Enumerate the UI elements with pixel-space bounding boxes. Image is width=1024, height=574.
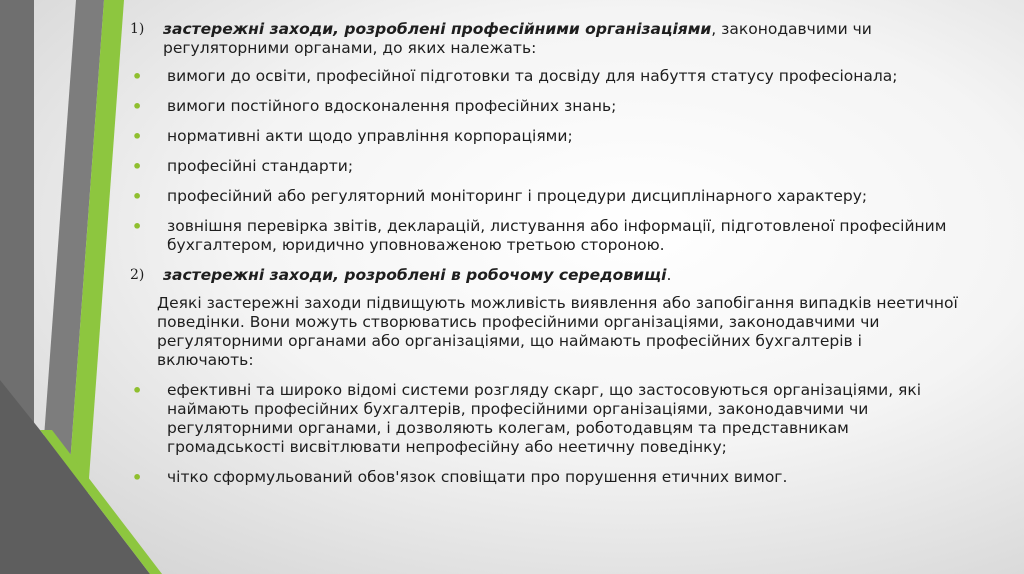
bullet-icon: • (132, 217, 143, 236)
bullet-item (130, 381, 960, 457)
bullet-item (130, 67, 960, 86)
numbered-item-1 (130, 20, 960, 58)
item-heading: застережні заходи, розроблені професійними організаціями (163, 20, 712, 38)
bullet-icon: • (132, 187, 143, 206)
bullet-icon: • (132, 97, 143, 116)
item-heading: застережні заходи, розроблені в робочому середовищі (163, 266, 667, 284)
bullet-item (130, 187, 960, 206)
item-number: 2) (130, 267, 145, 283)
bullet-item (130, 97, 960, 116)
item-text: . (666, 266, 672, 284)
item-number: 1) (130, 21, 145, 37)
bullet-item (130, 157, 960, 176)
bullet-text: ефективні та широко відомі системи розгляду скарг, що застосовуються організаціями, які наймають професійних бухгалтерів, професійними організаціями, законодавчими чи регуляторними органами, і дозволяють колегам, роботодавцям та представникам громадськості висвітлювати непрофесійну або неетичну поведінку; (167, 381, 922, 456)
slide-text (130, 20, 960, 498)
bullet-text: зовнішня перевірка звітів, декларацій, листування або інформації, підготовленої професійним бухгалтером, юридично уповноваженою третьою стороною. (167, 217, 947, 254)
bullet-text: вимоги постійного вдосконалення професійних знань; (167, 97, 617, 115)
bullet-item (130, 217, 960, 255)
item-text: , законодавчими чи регуляторними органами, до яких належать: (163, 20, 872, 57)
body-paragraph: Деякі застережні заходи підвищують можливість виявлення або запобігання випадків неетичної поведінки. Вони можуть створюватись професійними організаціями, законодавчими чи регуляторними органами або організаціями, що наймають професійних бухгалтерів і включають: (157, 294, 958, 369)
bullet-text: професійні стандарти; (167, 157, 354, 175)
bullet-icon: • (132, 127, 143, 146)
bullet-item (130, 127, 960, 146)
bullet-list-1 (130, 67, 960, 255)
bullet-icon: • (132, 468, 143, 487)
bullet-text: професійний або регуляторний моніторинг і процедури дисциплінарного характеру; (167, 187, 868, 205)
numbered-item-2 (130, 266, 960, 285)
bullet-icon: • (132, 157, 143, 176)
bullet-list-2 (130, 381, 960, 487)
bullet-icon: • (132, 381, 143, 400)
bullet-text: вимоги до освіти, професійної підготовки та досвіду для набуття статусу професіонала; (167, 67, 898, 85)
bullet-icon: • (132, 67, 143, 86)
bullet-text: чітко сформульований обов'язок сповіщати про порушення етичних вимог. (167, 468, 788, 486)
bullet-item (130, 468, 960, 487)
bullet-text: нормативні акти щодо управління корпораціями; (167, 127, 573, 145)
